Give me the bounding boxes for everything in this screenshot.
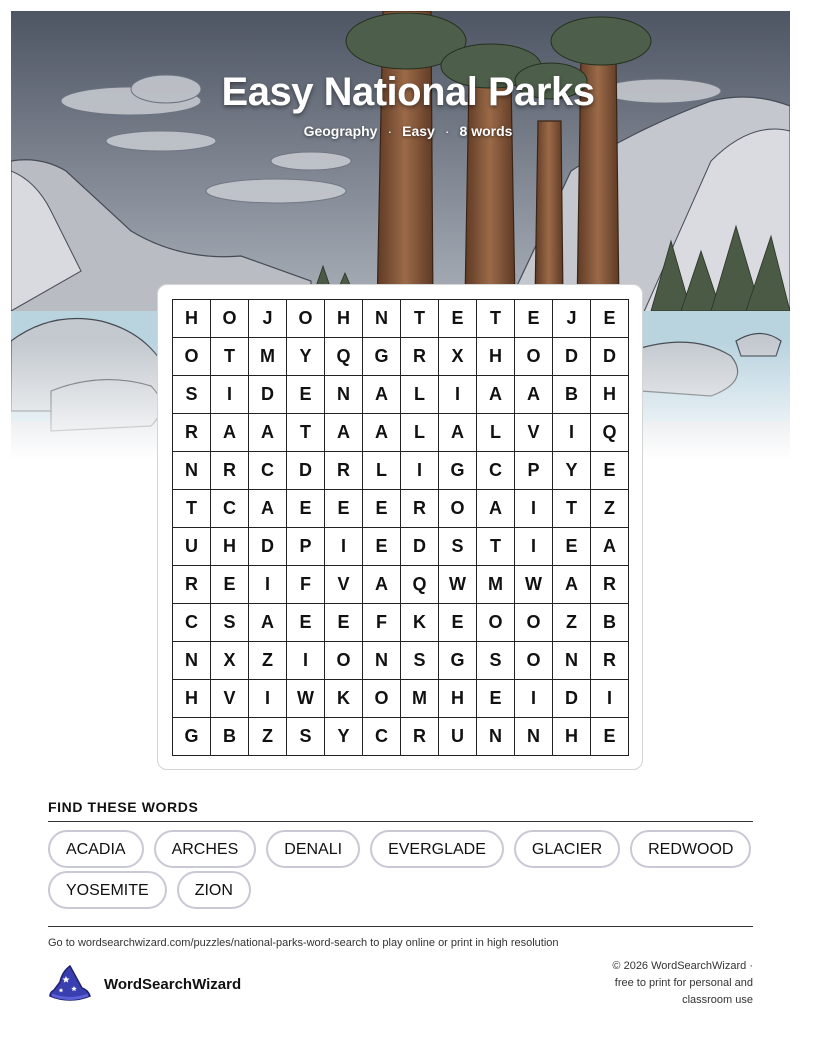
grid-cell[interactable]: B — [591, 604, 629, 642]
grid-cell[interactable]: I — [515, 680, 553, 718]
grid-cell[interactable]: O — [211, 300, 249, 338]
grid-cell[interactable]: N — [553, 642, 591, 680]
copyright-line: © 2026 WordSearchWizard · — [612, 960, 753, 972]
grid-cell[interactable]: O — [363, 680, 401, 718]
grid-cell[interactable]: U — [173, 528, 211, 566]
grid-cell[interactable]: R — [401, 338, 439, 376]
grid-cell[interactable]: A — [439, 414, 477, 452]
grid-cell[interactable]: G — [173, 718, 211, 756]
grid-cell[interactable]: E — [515, 300, 553, 338]
grid-cell[interactable]: R — [173, 566, 211, 604]
grid-cell[interactable]: E — [591, 718, 629, 756]
grid-cell[interactable]: O — [439, 490, 477, 528]
grid-cell[interactable]: H — [591, 376, 629, 414]
grid-cell[interactable]: C — [363, 718, 401, 756]
grid-cell[interactable]: E — [591, 300, 629, 338]
copyright-notice — [573, 958, 753, 1009]
grid-cell[interactable]: S — [173, 376, 211, 414]
grid-cell[interactable]: J — [249, 300, 287, 338]
grid-cell[interactable]: Q — [401, 566, 439, 604]
word-chip[interactable]: ARCHES — [154, 830, 257, 868]
grid-cell[interactable]: O — [173, 338, 211, 376]
grid-cell[interactable]: Z — [553, 604, 591, 642]
meta-separator: · — [444, 123, 450, 139]
puzzle-meta — [0, 123, 816, 139]
page-title: Easy National Parks — [221, 70, 595, 114]
grid-cell[interactable]: D — [249, 376, 287, 414]
grid-cell[interactable]: A — [363, 566, 401, 604]
grid-cell[interactable]: E — [325, 604, 363, 642]
play-online-link[interactable]: Go to wordsearchwizard.com/puzzles/national-parks-word-search to play online or print in high resolution — [48, 937, 559, 949]
grid-cell[interactable]: M — [401, 680, 439, 718]
grid-cell[interactable]: B — [553, 376, 591, 414]
grid-cell[interactable]: Q — [591, 414, 629, 452]
grid-cell[interactable]: Y — [553, 452, 591, 490]
grid-cell[interactable]: O — [477, 604, 515, 642]
grid-cell[interactable]: L — [477, 414, 515, 452]
grid-cell[interactable]: O — [325, 642, 363, 680]
word-count-label: 8 words — [459, 123, 513, 139]
difficulty-label: Easy — [402, 123, 435, 139]
grid-cell[interactable]: T — [477, 300, 515, 338]
grid-cell[interactable]: A — [249, 490, 287, 528]
grid-cell[interactable]: A — [325, 414, 363, 452]
grid-cell[interactable]: R — [401, 490, 439, 528]
grid-cell[interactable]: Z — [249, 642, 287, 680]
grid-cell[interactable]: G — [363, 338, 401, 376]
grid-cell[interactable]: I — [249, 566, 287, 604]
brand[interactable] — [48, 964, 241, 1004]
grid-cell[interactable]: E — [439, 604, 477, 642]
grid-cell[interactable]: I — [515, 528, 553, 566]
copyright-line: free to print for personal and — [614, 977, 753, 989]
grid-cell[interactable]: L — [363, 452, 401, 490]
grid-cell[interactable]: K — [401, 604, 439, 642]
grid-cell[interactable]: D — [287, 452, 325, 490]
grid-cell[interactable]: A — [553, 566, 591, 604]
grid-cell[interactable]: K — [325, 680, 363, 718]
grid-cell[interactable]: O — [515, 338, 553, 376]
grid-cell[interactable]: O — [287, 300, 325, 338]
grid-cell[interactable]: W — [515, 566, 553, 604]
grid-cell[interactable]: E — [591, 452, 629, 490]
grid-cell[interactable]: C — [211, 490, 249, 528]
grid-cell[interactable]: M — [477, 566, 515, 604]
grid-cell[interactable]: I — [287, 642, 325, 680]
grid-cell[interactable]: Z — [591, 490, 629, 528]
grid-cell[interactable]: N — [515, 718, 553, 756]
grid-cell[interactable]: S — [287, 718, 325, 756]
grid-cell[interactable]: W — [287, 680, 325, 718]
word-bank — [48, 830, 768, 912]
grid-cell[interactable]: D — [591, 338, 629, 376]
wizard-hat-icon — [48, 964, 92, 1004]
grid-cell[interactable]: I — [553, 414, 591, 452]
grid-cell[interactable]: L — [401, 414, 439, 452]
grid-cell[interactable]: E — [439, 300, 477, 338]
divider — [48, 821, 753, 822]
grid-cell[interactable]: E — [287, 376, 325, 414]
grid-cell[interactable]: T — [211, 338, 249, 376]
puzzle-grid-card — [157, 284, 643, 770]
grid-cell[interactable]: V — [325, 566, 363, 604]
grid-cell[interactable]: A — [477, 376, 515, 414]
grid-cell[interactable]: A — [249, 414, 287, 452]
grid-cell[interactable]: G — [439, 452, 477, 490]
grid-cell[interactable]: S — [401, 642, 439, 680]
grid-cell[interactable]: F — [363, 604, 401, 642]
word-chip[interactable]: YOSEMITE — [48, 871, 167, 909]
grid-cell[interactable]: C — [249, 452, 287, 490]
grid-cell[interactable]: J — [553, 300, 591, 338]
grid-cell[interactable]: Z — [249, 718, 287, 756]
grid-cell[interactable]: N — [325, 376, 363, 414]
grid-cell[interactable]: H — [173, 680, 211, 718]
grid-cell[interactable]: D — [401, 528, 439, 566]
grid-cell[interactable]: W — [439, 566, 477, 604]
grid-cell[interactable]: H — [325, 300, 363, 338]
grid-cell[interactable]: A — [249, 604, 287, 642]
word-chip[interactable]: ACADIA — [48, 830, 144, 868]
grid-cell[interactable]: T — [553, 490, 591, 528]
grid-cell[interactable]: I — [249, 680, 287, 718]
grid-cell[interactable]: G — [439, 642, 477, 680]
grid-cell[interactable]: O — [515, 604, 553, 642]
grid-cell[interactable]: I — [211, 376, 249, 414]
grid-cell[interactable]: H — [211, 528, 249, 566]
grid-cell[interactable]: E — [477, 680, 515, 718]
grid-cell[interactable]: S — [211, 604, 249, 642]
grid-cell[interactable]: P — [287, 528, 325, 566]
grid-cell[interactable]: I — [515, 490, 553, 528]
grid-cell[interactable]: Y — [325, 718, 363, 756]
copyright-line: classroom use — [682, 994, 753, 1006]
grid-cell[interactable]: R — [211, 452, 249, 490]
grid-cell[interactable]: N — [173, 642, 211, 680]
grid-cell[interactable]: R — [401, 718, 439, 756]
grid-cell[interactable]: N — [363, 300, 401, 338]
grid-cell[interactable]: E — [553, 528, 591, 566]
meta-separator: · — [387, 123, 393, 139]
grid-cell[interactable]: R — [591, 642, 629, 680]
grid-cell[interactable]: T — [477, 528, 515, 566]
grid-cell[interactable]: H — [553, 718, 591, 756]
grid-cell[interactable]: I — [439, 376, 477, 414]
grid-cell[interactable]: R — [173, 414, 211, 452]
grid-cell[interactable]: D — [249, 528, 287, 566]
word-chip[interactable]: GLACIER — [514, 830, 620, 868]
grid-cell[interactable]: U — [439, 718, 477, 756]
grid-cell[interactable]: X — [439, 338, 477, 376]
grid-cell[interactable]: D — [553, 680, 591, 718]
grid-cell[interactable]: A — [363, 414, 401, 452]
grid-cell[interactable]: T — [287, 414, 325, 452]
grid-cell[interactable]: R — [591, 566, 629, 604]
grid-cell[interactable]: N — [477, 718, 515, 756]
grid-cell[interactable]: O — [515, 642, 553, 680]
grid-cell[interactable]: A — [477, 490, 515, 528]
grid-cell[interactable]: E — [363, 528, 401, 566]
brand-name: WordSearchWizard — [104, 975, 242, 993]
grid-cell[interactable]: V — [515, 414, 553, 452]
grid-cell[interactable]: H — [439, 680, 477, 718]
grid-cell[interactable]: C — [173, 604, 211, 642]
grid-cell[interactable]: A — [515, 376, 553, 414]
grid-cell[interactable]: H — [477, 338, 515, 376]
grid-cell[interactable]: T — [401, 300, 439, 338]
grid-cell[interactable]: C — [477, 452, 515, 490]
word-chip[interactable]: ZION — [177, 871, 251, 909]
grid-cell[interactable]: N — [173, 452, 211, 490]
grid-cell[interactable]: N — [363, 642, 401, 680]
grid-cell[interactable]: E — [363, 490, 401, 528]
divider — [48, 926, 753, 927]
grid-cell[interactable]: Y — [287, 338, 325, 376]
grid-cell[interactable]: A — [591, 528, 629, 566]
grid-cell[interactable]: A — [363, 376, 401, 414]
grid-cell[interactable]: S — [439, 528, 477, 566]
word-chip[interactable]: REDWOOD — [630, 830, 751, 868]
grid-cell[interactable]: I — [591, 680, 629, 718]
grid-cell[interactable]: L — [401, 376, 439, 414]
grid-cell[interactable]: E — [287, 604, 325, 642]
grid-cell[interactable]: S — [477, 642, 515, 680]
category-label: Geography — [303, 123, 378, 139]
grid-cell[interactable]: B — [211, 718, 249, 756]
grid-cell[interactable]: Q — [325, 338, 363, 376]
grid-cell[interactable]: T — [173, 490, 211, 528]
grid-cell[interactable]: A — [211, 414, 249, 452]
grid-cell[interactable]: R — [325, 452, 363, 490]
grid-cell[interactable]: I — [325, 528, 363, 566]
grid-cell[interactable]: M — [249, 338, 287, 376]
grid-cell[interactable]: H — [173, 300, 211, 338]
letter-grid[interactable] — [172, 299, 629, 756]
grid-cell[interactable]: E — [325, 490, 363, 528]
grid-cell[interactable]: V — [211, 680, 249, 718]
grid-cell[interactable]: E — [287, 490, 325, 528]
grid-cell[interactable]: X — [211, 642, 249, 680]
grid-cell[interactable]: I — [401, 452, 439, 490]
word-bank-heading: FIND THESE WORDS — [48, 799, 199, 815]
grid-cell[interactable]: D — [553, 338, 591, 376]
word-chip[interactable]: DENALI — [266, 830, 360, 868]
grid-cell[interactable]: E — [211, 566, 249, 604]
grid-cell[interactable]: P — [515, 452, 553, 490]
word-chip[interactable]: EVERGLADE — [370, 830, 504, 868]
grid-cell[interactable]: F — [287, 566, 325, 604]
